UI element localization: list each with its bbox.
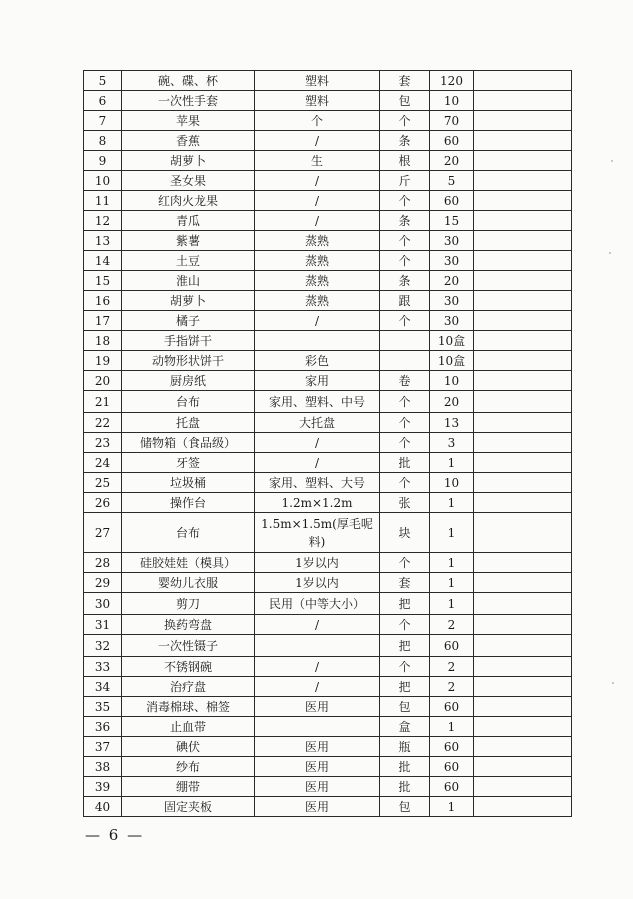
cell-unit: 张 bbox=[380, 493, 430, 513]
cell-note bbox=[474, 797, 572, 817]
cell-note bbox=[474, 433, 572, 453]
cell-unit: 把 bbox=[380, 635, 430, 657]
cell-spec: 家用 bbox=[255, 371, 380, 391]
cell-note bbox=[474, 717, 572, 737]
cell-note bbox=[474, 593, 572, 615]
cell-note bbox=[474, 311, 572, 331]
table-row bbox=[84, 131, 572, 151]
table-row bbox=[84, 677, 572, 697]
cell-spec: 蒸熟 bbox=[255, 271, 380, 291]
table-row bbox=[84, 473, 572, 493]
cell-quantity: 60 bbox=[430, 757, 474, 777]
cell-quantity: 1 bbox=[430, 717, 474, 737]
cell-note bbox=[474, 211, 572, 231]
table-row bbox=[84, 91, 572, 111]
cell-quantity: 20 bbox=[430, 151, 474, 171]
cell-note bbox=[474, 71, 572, 91]
table-row bbox=[84, 231, 572, 251]
cell-note bbox=[474, 513, 572, 553]
table-row bbox=[84, 635, 572, 657]
cell-quantity: 15 bbox=[430, 211, 474, 231]
cell-note bbox=[474, 677, 572, 697]
cell-spec: 1.2m×1.2m bbox=[255, 493, 380, 513]
cell-item-name: 胡萝卜 bbox=[122, 291, 255, 311]
table-row bbox=[84, 553, 572, 573]
table-row bbox=[84, 111, 572, 131]
cell-item-name: 止血带 bbox=[122, 717, 255, 737]
cell-number: 19 bbox=[84, 351, 122, 371]
table-row bbox=[84, 171, 572, 191]
cell-number: 25 bbox=[84, 473, 122, 493]
cell-quantity: 2 bbox=[430, 657, 474, 677]
cell-unit bbox=[380, 331, 430, 351]
cell-unit: 套 bbox=[380, 71, 430, 91]
cell-spec: 医用 bbox=[255, 737, 380, 757]
cell-unit: 盒 bbox=[380, 717, 430, 737]
cell-unit: 把 bbox=[380, 593, 430, 615]
table-row bbox=[84, 573, 572, 593]
cell-item-name: 牙签 bbox=[122, 453, 255, 473]
cell-quantity: 1 bbox=[430, 453, 474, 473]
cell-unit: 包 bbox=[380, 697, 430, 717]
cell-number: 9 bbox=[84, 151, 122, 171]
cell-spec: 医用 bbox=[255, 757, 380, 777]
cell-spec: 1岁以内 bbox=[255, 553, 380, 573]
cell-quantity: 2 bbox=[430, 615, 474, 635]
cell-spec: 家用、塑料、中号 bbox=[255, 391, 380, 413]
cell-number: 38 bbox=[84, 757, 122, 777]
cell-item-name: 一次性镊子 bbox=[122, 635, 255, 657]
cell-number: 26 bbox=[84, 493, 122, 513]
supply-list-table bbox=[83, 70, 572, 817]
cell-unit: 个 bbox=[380, 553, 430, 573]
cell-note bbox=[474, 615, 572, 635]
cell-item-name: 剪刀 bbox=[122, 593, 255, 615]
table-row bbox=[84, 697, 572, 717]
cell-number: 5 bbox=[84, 71, 122, 91]
cell-spec: 蒸熟 bbox=[255, 251, 380, 271]
cell-spec: 医用 bbox=[255, 697, 380, 717]
cell-item-name: 土豆 bbox=[122, 251, 255, 271]
cell-spec bbox=[255, 717, 380, 737]
cell-number: 22 bbox=[84, 413, 122, 433]
cell-note bbox=[474, 453, 572, 473]
cell-note bbox=[474, 697, 572, 717]
cell-item-name: 治疗盘 bbox=[122, 677, 255, 697]
table-row bbox=[84, 371, 572, 391]
cell-item-name: 台布 bbox=[122, 513, 255, 553]
cell-item-name: 消毒棉球、棉签 bbox=[122, 697, 255, 717]
cell-number: 11 bbox=[84, 191, 122, 211]
cell-spec: 大托盘 bbox=[255, 413, 380, 433]
cell-quantity: 2 bbox=[430, 677, 474, 697]
cell-spec: / bbox=[255, 615, 380, 635]
cell-number: 27 bbox=[84, 513, 122, 553]
cell-quantity: 120 bbox=[430, 71, 474, 91]
cell-number: 29 bbox=[84, 573, 122, 593]
cell-note bbox=[474, 371, 572, 391]
cell-quantity: 1 bbox=[430, 493, 474, 513]
cell-item-name: 婴幼儿衣服 bbox=[122, 573, 255, 593]
cell-note bbox=[474, 151, 572, 171]
table-row bbox=[84, 271, 572, 291]
cell-unit: 瓶 bbox=[380, 737, 430, 757]
cell-note bbox=[474, 291, 572, 311]
table-row bbox=[84, 71, 572, 91]
cell-unit: 个 bbox=[380, 231, 430, 251]
cell-number: 17 bbox=[84, 311, 122, 331]
cell-number: 23 bbox=[84, 433, 122, 453]
cell-unit: 个 bbox=[380, 473, 430, 493]
cell-quantity: 60 bbox=[430, 697, 474, 717]
cell-number: 6 bbox=[84, 91, 122, 111]
cell-item-name: 红肉火龙果 bbox=[122, 191, 255, 211]
cell-quantity: 30 bbox=[430, 251, 474, 271]
cell-number: 12 bbox=[84, 211, 122, 231]
cell-number: 36 bbox=[84, 717, 122, 737]
cell-note bbox=[474, 131, 572, 151]
cell-note bbox=[474, 391, 572, 413]
table-row bbox=[84, 311, 572, 331]
table-row bbox=[84, 413, 572, 433]
cell-spec: 蒸熟 bbox=[255, 231, 380, 251]
cell-unit: 把 bbox=[380, 677, 430, 697]
table-row bbox=[84, 757, 572, 777]
cell-unit: 块 bbox=[380, 513, 430, 553]
cell-unit: 个 bbox=[380, 251, 430, 271]
cell-unit: 个 bbox=[380, 657, 430, 677]
table-row bbox=[84, 493, 572, 513]
cell-quantity: 30 bbox=[430, 231, 474, 251]
cell-note bbox=[474, 657, 572, 677]
cell-item-name: 硅胶娃娃（模具） bbox=[122, 553, 255, 573]
cell-unit: 个 bbox=[380, 311, 430, 331]
cell-spec: 蒸熟 bbox=[255, 291, 380, 311]
cell-number: 34 bbox=[84, 677, 122, 697]
cell-item-name: 香蕉 bbox=[122, 131, 255, 151]
cell-item-name: 圣女果 bbox=[122, 171, 255, 191]
cell-number: 10 bbox=[84, 171, 122, 191]
cell-unit: 包 bbox=[380, 91, 430, 111]
cell-item-name: 固定夹板 bbox=[122, 797, 255, 817]
cell-number: 35 bbox=[84, 697, 122, 717]
cell-quantity: 5 bbox=[430, 171, 474, 191]
cell-unit bbox=[380, 351, 430, 371]
cell-item-name: 纱布 bbox=[122, 757, 255, 777]
cell-item-name: 垃圾桶 bbox=[122, 473, 255, 493]
cell-number: 31 bbox=[84, 615, 122, 635]
cell-spec: 医用 bbox=[255, 777, 380, 797]
cell-note bbox=[474, 171, 572, 191]
cell-unit: 个 bbox=[380, 391, 430, 413]
table-row bbox=[84, 453, 572, 473]
cell-spec: 塑料 bbox=[255, 91, 380, 111]
cell-item-name: 动物形状饼干 bbox=[122, 351, 255, 371]
cell-unit: 个 bbox=[380, 433, 430, 453]
cell-spec: 个 bbox=[255, 111, 380, 131]
cell-note bbox=[474, 271, 572, 291]
cell-spec: / bbox=[255, 311, 380, 331]
cell-number: 40 bbox=[84, 797, 122, 817]
table-row bbox=[84, 291, 572, 311]
table-row bbox=[84, 615, 572, 635]
cell-quantity: 10盒 bbox=[430, 331, 474, 351]
cell-unit: 个 bbox=[380, 615, 430, 635]
cell-note bbox=[474, 111, 572, 131]
page-number: — 6 — bbox=[85, 826, 145, 844]
cell-item-name: 紫薯 bbox=[122, 231, 255, 251]
cell-spec: 彩色 bbox=[255, 351, 380, 371]
cell-spec: / bbox=[255, 453, 380, 473]
table-row bbox=[84, 211, 572, 231]
cell-number: 18 bbox=[84, 331, 122, 351]
cell-spec: / bbox=[255, 131, 380, 151]
cell-number: 37 bbox=[84, 737, 122, 757]
cell-quantity: 30 bbox=[430, 311, 474, 331]
cell-unit: 批 bbox=[380, 777, 430, 797]
cell-unit: 条 bbox=[380, 271, 430, 291]
cell-spec bbox=[255, 331, 380, 351]
cell-item-name: 储物箱（食品级） bbox=[122, 433, 255, 453]
cell-number: 13 bbox=[84, 231, 122, 251]
cell-unit: 包 bbox=[380, 797, 430, 817]
cell-note bbox=[474, 493, 572, 513]
cell-number: 33 bbox=[84, 657, 122, 677]
cell-spec: / bbox=[255, 657, 380, 677]
table-row bbox=[84, 391, 572, 413]
cell-item-name: 托盘 bbox=[122, 413, 255, 433]
cell-unit: 个 bbox=[380, 111, 430, 131]
cell-unit: 跟 bbox=[380, 291, 430, 311]
cell-number: 32 bbox=[84, 635, 122, 657]
cell-item-name: 碗、碟、杯 bbox=[122, 71, 255, 91]
cell-item-name: 碘伏 bbox=[122, 737, 255, 757]
table-row bbox=[84, 433, 572, 453]
cell-quantity: 13 bbox=[430, 413, 474, 433]
cell-number: 21 bbox=[84, 391, 122, 413]
cell-quantity: 1 bbox=[430, 573, 474, 593]
table-row bbox=[84, 717, 572, 737]
cell-quantity: 10 bbox=[430, 371, 474, 391]
cell-spec: / bbox=[255, 171, 380, 191]
table-row bbox=[84, 657, 572, 677]
cell-number: 7 bbox=[84, 111, 122, 131]
cell-note bbox=[474, 573, 572, 593]
cell-unit: 批 bbox=[380, 453, 430, 473]
cell-unit: 斤 bbox=[380, 171, 430, 191]
cell-quantity: 20 bbox=[430, 391, 474, 413]
cell-item-name: 手指饼干 bbox=[122, 331, 255, 351]
table-row bbox=[84, 797, 572, 817]
cell-unit: 卷 bbox=[380, 371, 430, 391]
cell-quantity: 1 bbox=[430, 553, 474, 573]
cell-unit: 个 bbox=[380, 413, 430, 433]
table-row bbox=[84, 251, 572, 271]
cell-quantity: 60 bbox=[430, 131, 474, 151]
cell-number: 16 bbox=[84, 291, 122, 311]
table-row bbox=[84, 777, 572, 797]
cell-note bbox=[474, 231, 572, 251]
table-row bbox=[84, 151, 572, 171]
cell-item-name: 青瓜 bbox=[122, 211, 255, 231]
cell-quantity: 10 bbox=[430, 473, 474, 493]
cell-spec: 塑料 bbox=[255, 71, 380, 91]
cell-number: 39 bbox=[84, 777, 122, 797]
cell-item-name: 一次性手套 bbox=[122, 91, 255, 111]
cell-note bbox=[474, 473, 572, 493]
cell-number: 14 bbox=[84, 251, 122, 271]
table-row bbox=[84, 737, 572, 757]
cell-quantity: 60 bbox=[430, 737, 474, 757]
cell-spec: 医用 bbox=[255, 797, 380, 817]
cell-quantity: 3 bbox=[430, 433, 474, 453]
cell-spec: / bbox=[255, 211, 380, 231]
cell-spec bbox=[255, 635, 380, 657]
cell-quantity: 60 bbox=[430, 635, 474, 657]
cell-number: 28 bbox=[84, 553, 122, 573]
cell-spec: 民用（中等大小） bbox=[255, 593, 380, 615]
scan-speck bbox=[609, 252, 611, 254]
cell-spec: 生 bbox=[255, 151, 380, 171]
cell-item-name: 换药弯盘 bbox=[122, 615, 255, 635]
cell-unit: 根 bbox=[380, 151, 430, 171]
cell-quantity: 20 bbox=[430, 271, 474, 291]
cell-unit: 批 bbox=[380, 757, 430, 777]
cell-unit: 套 bbox=[380, 573, 430, 593]
cell-quantity: 60 bbox=[430, 191, 474, 211]
cell-item-name: 不锈钢碗 bbox=[122, 657, 255, 677]
cell-quantity: 60 bbox=[430, 777, 474, 797]
cell-note bbox=[474, 777, 572, 797]
cell-quantity: 1 bbox=[430, 593, 474, 615]
cell-note bbox=[474, 251, 572, 271]
cell-number: 24 bbox=[84, 453, 122, 473]
cell-spec: / bbox=[255, 677, 380, 697]
cell-spec: 1岁以内 bbox=[255, 573, 380, 593]
cell-item-name: 操作台 bbox=[122, 493, 255, 513]
cell-quantity: 30 bbox=[430, 291, 474, 311]
cell-note bbox=[474, 331, 572, 351]
cell-unit: 条 bbox=[380, 211, 430, 231]
scan-speck bbox=[612, 682, 614, 684]
cell-note bbox=[474, 737, 572, 757]
cell-spec: / bbox=[255, 433, 380, 453]
cell-number: 30 bbox=[84, 593, 122, 615]
cell-quantity: 1 bbox=[430, 797, 474, 817]
cell-number: 20 bbox=[84, 371, 122, 391]
cell-number: 8 bbox=[84, 131, 122, 151]
cell-quantity: 70 bbox=[430, 111, 474, 131]
cell-item-name: 台布 bbox=[122, 391, 255, 413]
cell-item-name: 苹果 bbox=[122, 111, 255, 131]
table-row bbox=[84, 191, 572, 211]
cell-unit: 个 bbox=[380, 191, 430, 211]
cell-quantity: 10盒 bbox=[430, 351, 474, 371]
cell-quantity: 1 bbox=[430, 513, 474, 553]
cell-note bbox=[474, 351, 572, 371]
cell-note bbox=[474, 757, 572, 777]
cell-quantity: 10 bbox=[430, 91, 474, 111]
cell-number: 15 bbox=[84, 271, 122, 291]
cell-item-name: 胡萝卜 bbox=[122, 151, 255, 171]
scan-speck bbox=[611, 160, 613, 162]
cell-item-name: 厨房纸 bbox=[122, 371, 255, 391]
cell-item-name: 橘子 bbox=[122, 311, 255, 331]
cell-note bbox=[474, 635, 572, 657]
cell-note bbox=[474, 91, 572, 111]
cell-note bbox=[474, 553, 572, 573]
cell-spec: 家用、塑料、大号 bbox=[255, 473, 380, 493]
cell-spec: / bbox=[255, 191, 380, 211]
cell-item-name: 淮山 bbox=[122, 271, 255, 291]
cell-note bbox=[474, 413, 572, 433]
cell-note bbox=[474, 191, 572, 211]
cell-item-name: 绷带 bbox=[122, 777, 255, 797]
table-row bbox=[84, 331, 572, 351]
table-row bbox=[84, 351, 572, 371]
table-row bbox=[84, 593, 572, 615]
table-row bbox=[84, 513, 572, 553]
cell-unit: 条 bbox=[380, 131, 430, 151]
cell-spec: 1.5m×1.5m(厚毛呢料) bbox=[255, 513, 380, 553]
table-body bbox=[84, 71, 572, 817]
